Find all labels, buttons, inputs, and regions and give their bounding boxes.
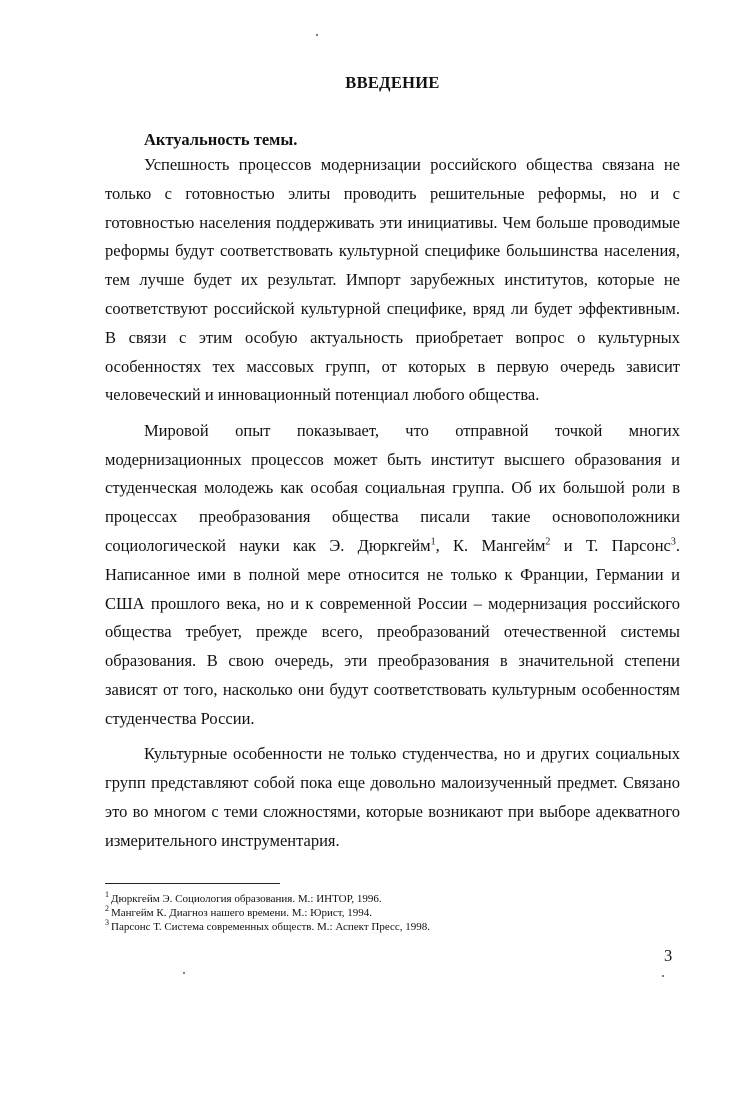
- footnotes: [105, 892, 680, 934]
- footnote-ref-1: 1: [430, 536, 436, 548]
- footnote-text: Дюркгейм Э. Социология образования. М.: ИНТОР, 1996.: [111, 893, 382, 905]
- section-subheading: Актуальность темы.: [144, 130, 298, 149]
- footnote-text: Парсонс Т. Система современных обществ. М.: Аспект Пресс, 1998.: [111, 921, 431, 933]
- paragraph-text-segment: Мировой опыт показывает, что отправной точкой многих модернизационных процессов может быть институт высшего образования и студенческая молодежь как особая социальная группа. Об их большой роли в процессах преобразования общества писали такие основоположники социологической науки как Э. Дюркгейм: [105, 420, 680, 555]
- footnote-item: [105, 892, 680, 906]
- scan-speck: [183, 972, 185, 974]
- paragraph-relevance: Успешность процессов модернизации российского общества связана не только с готовностью элиты проводить решительные реформы, но и с готовностью населения поддерживать эти инициативы. Чем больше проводимые реформы будут соответствовать культурной специфике большинства населения, тем лучше будет их результат. Импорт зарубежных институтов, которые не соответствуют российской культурной специфике, вряд ли будет эффективным. В связи с этим особую актуальность приобретает вопрос о культурных особенностях тех массовых групп, от которых в первую очередь зависит человеческий и инновационный потенциал любого общества.: [105, 155, 680, 405]
- body-text: [105, 151, 680, 862]
- paragraph-cultural-features: Культурные особенности не только студенчества, но и других социальных групп представляют собой пока еще довольно малоизученный предмет. Связано это во многом с теми сложностями, которые возникают при выборе адекватного измерительного инструментария.: [105, 744, 680, 850]
- footnote-ref-2: 2: [545, 536, 551, 548]
- page-title: ВВЕДЕНИЕ: [345, 73, 440, 92]
- paragraph-world-experience: [105, 417, 680, 734]
- footnote-text: Мангейм К. Диагноз нашего времени. М.: Юрист, 1994.: [111, 907, 372, 919]
- footnote-divider: [105, 883, 280, 884]
- scan-speck: [662, 975, 664, 977]
- footnote-number: 1: [105, 890, 109, 900]
- page-number: 3: [664, 946, 673, 965]
- paragraph-text-segment: , К. Мангейм: [435, 535, 546, 555]
- paragraph-text-segment: и Т. Парсонс: [550, 535, 671, 555]
- footnote-ref-3: 3: [670, 536, 676, 548]
- footnote-item: [105, 906, 680, 920]
- footnote-item: [105, 920, 680, 934]
- scan-speck: [316, 34, 318, 36]
- footnote-number: 2: [105, 904, 109, 914]
- footnote-number: 3: [105, 918, 109, 928]
- paragraph-text-segment: . Написанное ими в полной мере относится не только к Франции, Германии и США прошлого века, но и к современной России – модернизация российского общества требует, прежде всего, преобразований отечественной системы образования. В свою очередь, эти преобразования в значительной степени зависят от того, насколько они будут соответствовать культурным особенностям студенчества России.: [105, 535, 680, 728]
